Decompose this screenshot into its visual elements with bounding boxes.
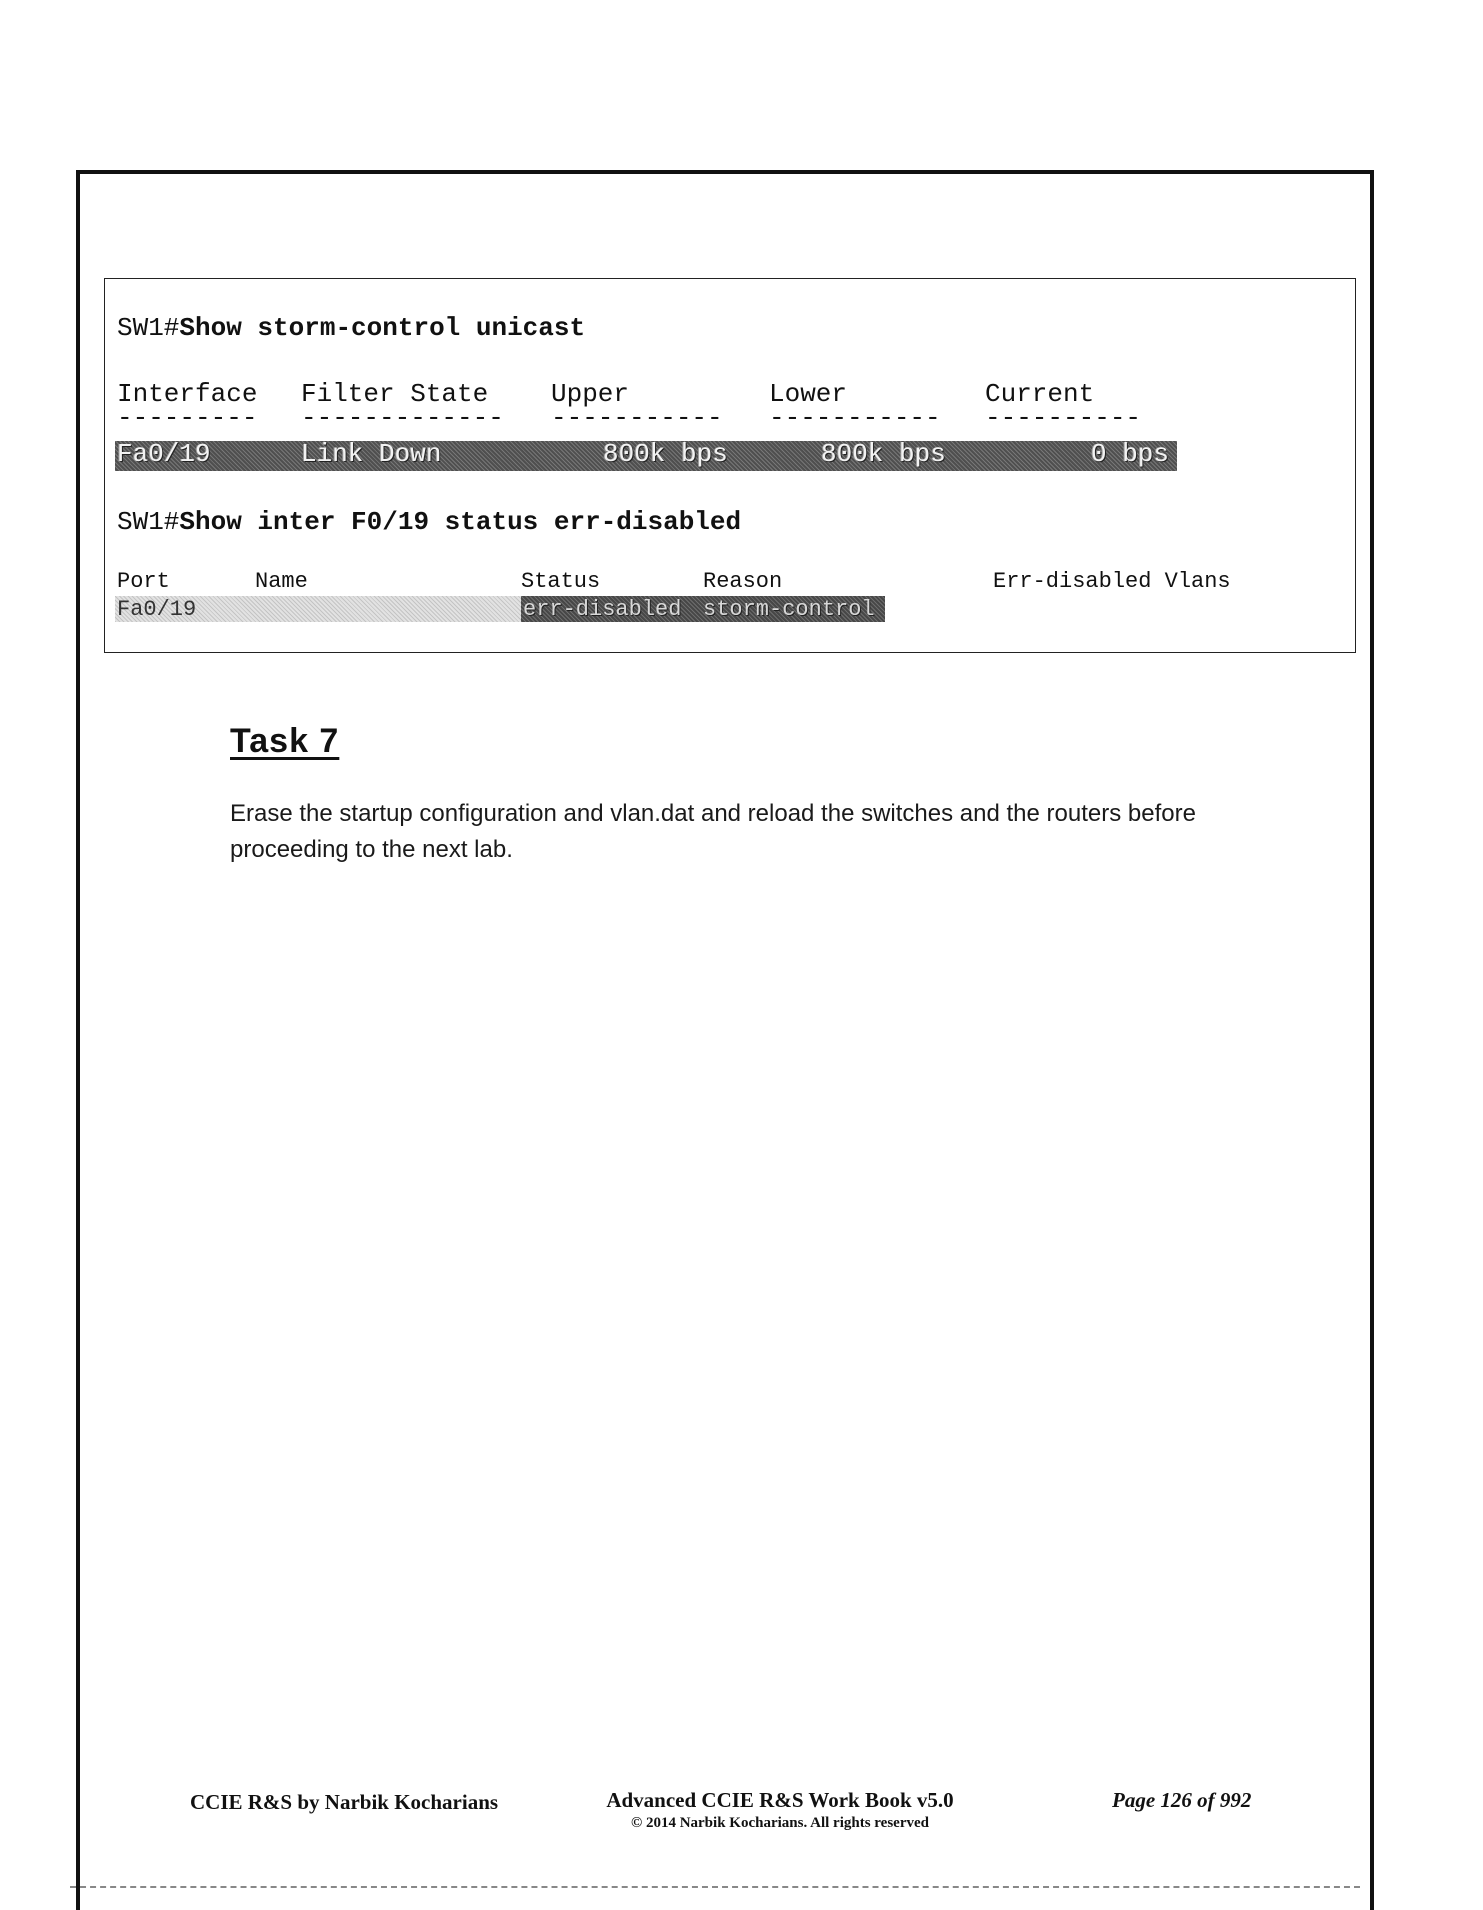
col-underline: ----------- xyxy=(551,403,723,433)
terminal-output-box xyxy=(104,278,1356,653)
task-description: Erase the startup configuration and vlan.dat and reload the switches and the routers before proceeding to the next lab. xyxy=(230,800,1196,863)
col-underline: --------- xyxy=(117,403,258,433)
cell-port: Fa0/19 xyxy=(117,597,197,622)
col-header-status: Status xyxy=(521,569,601,594)
col-underline: ---------- xyxy=(985,403,1142,433)
command-line-2 xyxy=(117,507,741,537)
col-header-current: Current xyxy=(985,379,1095,409)
page-bottom-rule xyxy=(70,1886,1360,1888)
cell-upper: 800k bps xyxy=(603,439,728,469)
footer-book-title: Advanced CCIE R&S Work Book v5.0 xyxy=(606,1788,954,1812)
col-header-filter-state: Filter State xyxy=(301,379,489,409)
command-text: Show storm-control unicast xyxy=(179,313,586,343)
cell-lower: 800k bps xyxy=(821,439,946,469)
cell-status: err-disabled xyxy=(523,597,682,622)
cell-current: 0 bps xyxy=(1091,439,1170,469)
command-prompt: SW1# xyxy=(117,507,180,537)
page-number: Page 126 of 992 xyxy=(1112,1788,1252,1812)
col-header-upper: Upper xyxy=(551,379,630,409)
command-text: Show inter F0/19 status err-disabled xyxy=(179,507,742,537)
command-line-1 xyxy=(117,313,585,343)
footer-author: CCIE R&S by Narbik Kocharians xyxy=(190,1790,499,1814)
col-underline: ----------- xyxy=(769,403,941,433)
col-underline: ------------- xyxy=(301,403,504,433)
cell-filter-state: Link Down xyxy=(301,439,442,469)
task-heading: Task 7 xyxy=(230,722,340,760)
cell-reason: storm-control xyxy=(703,597,875,622)
col-header-lower: Lower xyxy=(769,379,848,409)
footer-book-info xyxy=(570,1788,990,1832)
col-header-err-disabled-vlans: Err-disabled Vlans xyxy=(993,569,1231,594)
cell-interface: Fa0/19 xyxy=(117,439,211,469)
col-header-reason: Reason xyxy=(703,569,783,594)
command-prompt: SW1# xyxy=(117,313,180,343)
col-header-port: Port xyxy=(117,569,170,594)
footer-copyright: © 2014 Narbik Kocharians. All rights reserved xyxy=(630,1815,929,1831)
col-header-name: Name xyxy=(255,569,308,594)
col-header-interface: Interface xyxy=(117,379,258,409)
